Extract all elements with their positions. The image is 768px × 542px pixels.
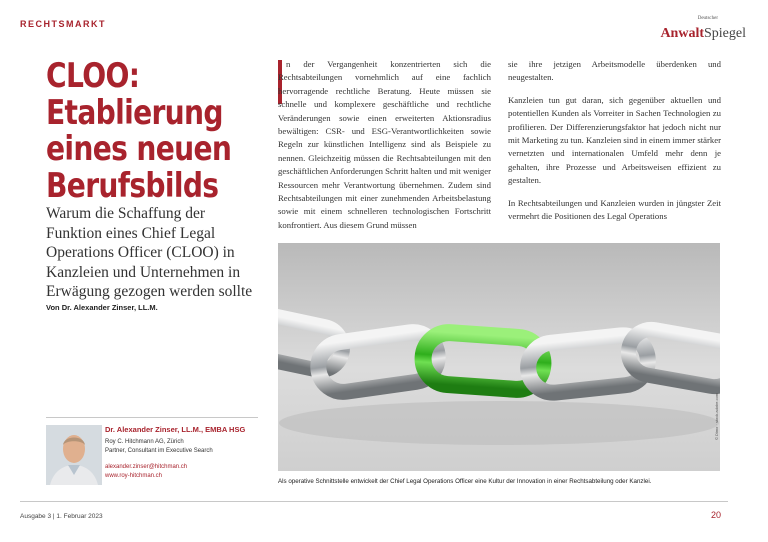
page-number: 20 — [711, 510, 722, 520]
title-line: Berufsbilds — [46, 165, 219, 205]
logo-anwalt: Anwalt — [660, 26, 704, 41]
author-email-link[interactable]: alexander.zinser@hitchman.ch — [105, 464, 188, 470]
author-photo — [46, 425, 102, 485]
author-website-link[interactable]: www.roy-hitchman.ch — [105, 473, 163, 479]
author-bio — [105, 425, 265, 481]
author-name: Dr. Alexander Zinser, LL.M., EMBA HSG — [105, 425, 246, 434]
title-line: CLOO: — [46, 56, 140, 95]
article-title — [46, 56, 232, 205]
byline: Von Dr. Alexander Zinser, LL.M. — [46, 303, 158, 312]
body-column-1 — [278, 58, 491, 241]
title-line: Etablierung — [46, 92, 223, 132]
title-line: eines neuen — [46, 129, 232, 168]
image-credit: © Dimo · stock.adobe.com — [714, 392, 719, 440]
chain-photo — [278, 243, 720, 471]
publication-logo — [656, 16, 746, 41]
logo-spiegel: Spiegel — [704, 26, 746, 41]
author-company: Roy C. Hitchmann AG, Zürich — [105, 439, 184, 445]
section-label: RECHTSMARKT — [20, 19, 106, 29]
body-paragraph: In Rechtsabteilungen und Kanzleien wurden in jüngster Zeit vermehrt die Positionen des Legal Operations — [508, 197, 721, 222]
body-column-2 — [508, 58, 721, 232]
body-paragraph: Kanzleien tun gut daran, sich gegenüber aktuellen und potentiellen Kunden als Vorreiter in Sachen Technologien zu profilieren. Der Differenzierungsfaktor hat jedoch nicht nur mit Marketing zu tun. Kanzleien sind in einem immer stärker vernetzten und internationalen Umfeld mehr denn je gehalten, ihre Prozesse und Arbeitsweisen effizient zu gestalten. — [508, 94, 721, 186]
article-subtitle: Warum die Schaffung der Funktion eines Chief Legal Operations Officer (CLOO) in Kanzleien und Unternehmen in Erwägung gezogen werden sollte — [46, 205, 253, 300]
body-paragraph: n der Vergangenheit konzentrierten sich die Rechtsabteilungen vornehmlich auf eine fachlich hervorragende rechtliche Beratung. Heute müssen sie schnelle und komplexere geschäftliche und rechtliche Veränderungen sowie einen erweiterten Aktionsradius bewältigen: CSR- und ESG-Verantwortlichkeiten sowie Regeln zur künstlichen Intelligenz sind als Beispiele zu nennen. Gleichzeitig müssen die Rechtsabteilungen mit den geschäftlichen Anforderungen Schritt halten und mit weniger Ressourcen mehr Verantwortung übernehmen. Zudem sind Rechtsabteilungen mit einer zunehmenden Arbeitsbelastung sowie mit einem schnelleren technologischen Fortschritt konfrontiert. Aus diesem Grund müssen — [278, 59, 491, 230]
author-role: Partner, Consultant im Executive Search — [105, 448, 213, 454]
footer-divider — [20, 501, 728, 502]
author-box-divider — [46, 417, 258, 418]
issue-info: Ausgabe 3 | 1. Februar 2023 — [20, 513, 103, 520]
body-paragraph: sie ihre jetzigen Arbeitsmodelle überdenken und neugestalten. — [508, 59, 721, 83]
chain-illustration — [278, 243, 720, 471]
image-caption: Als operative Schnittstelle entwickelt der Chief Legal Operations Officer eine Kultur der Innovation in einer Rechtsabteilung oder Kanzlei. — [278, 478, 652, 485]
logo-small-text: Deutscher — [697, 16, 718, 21]
